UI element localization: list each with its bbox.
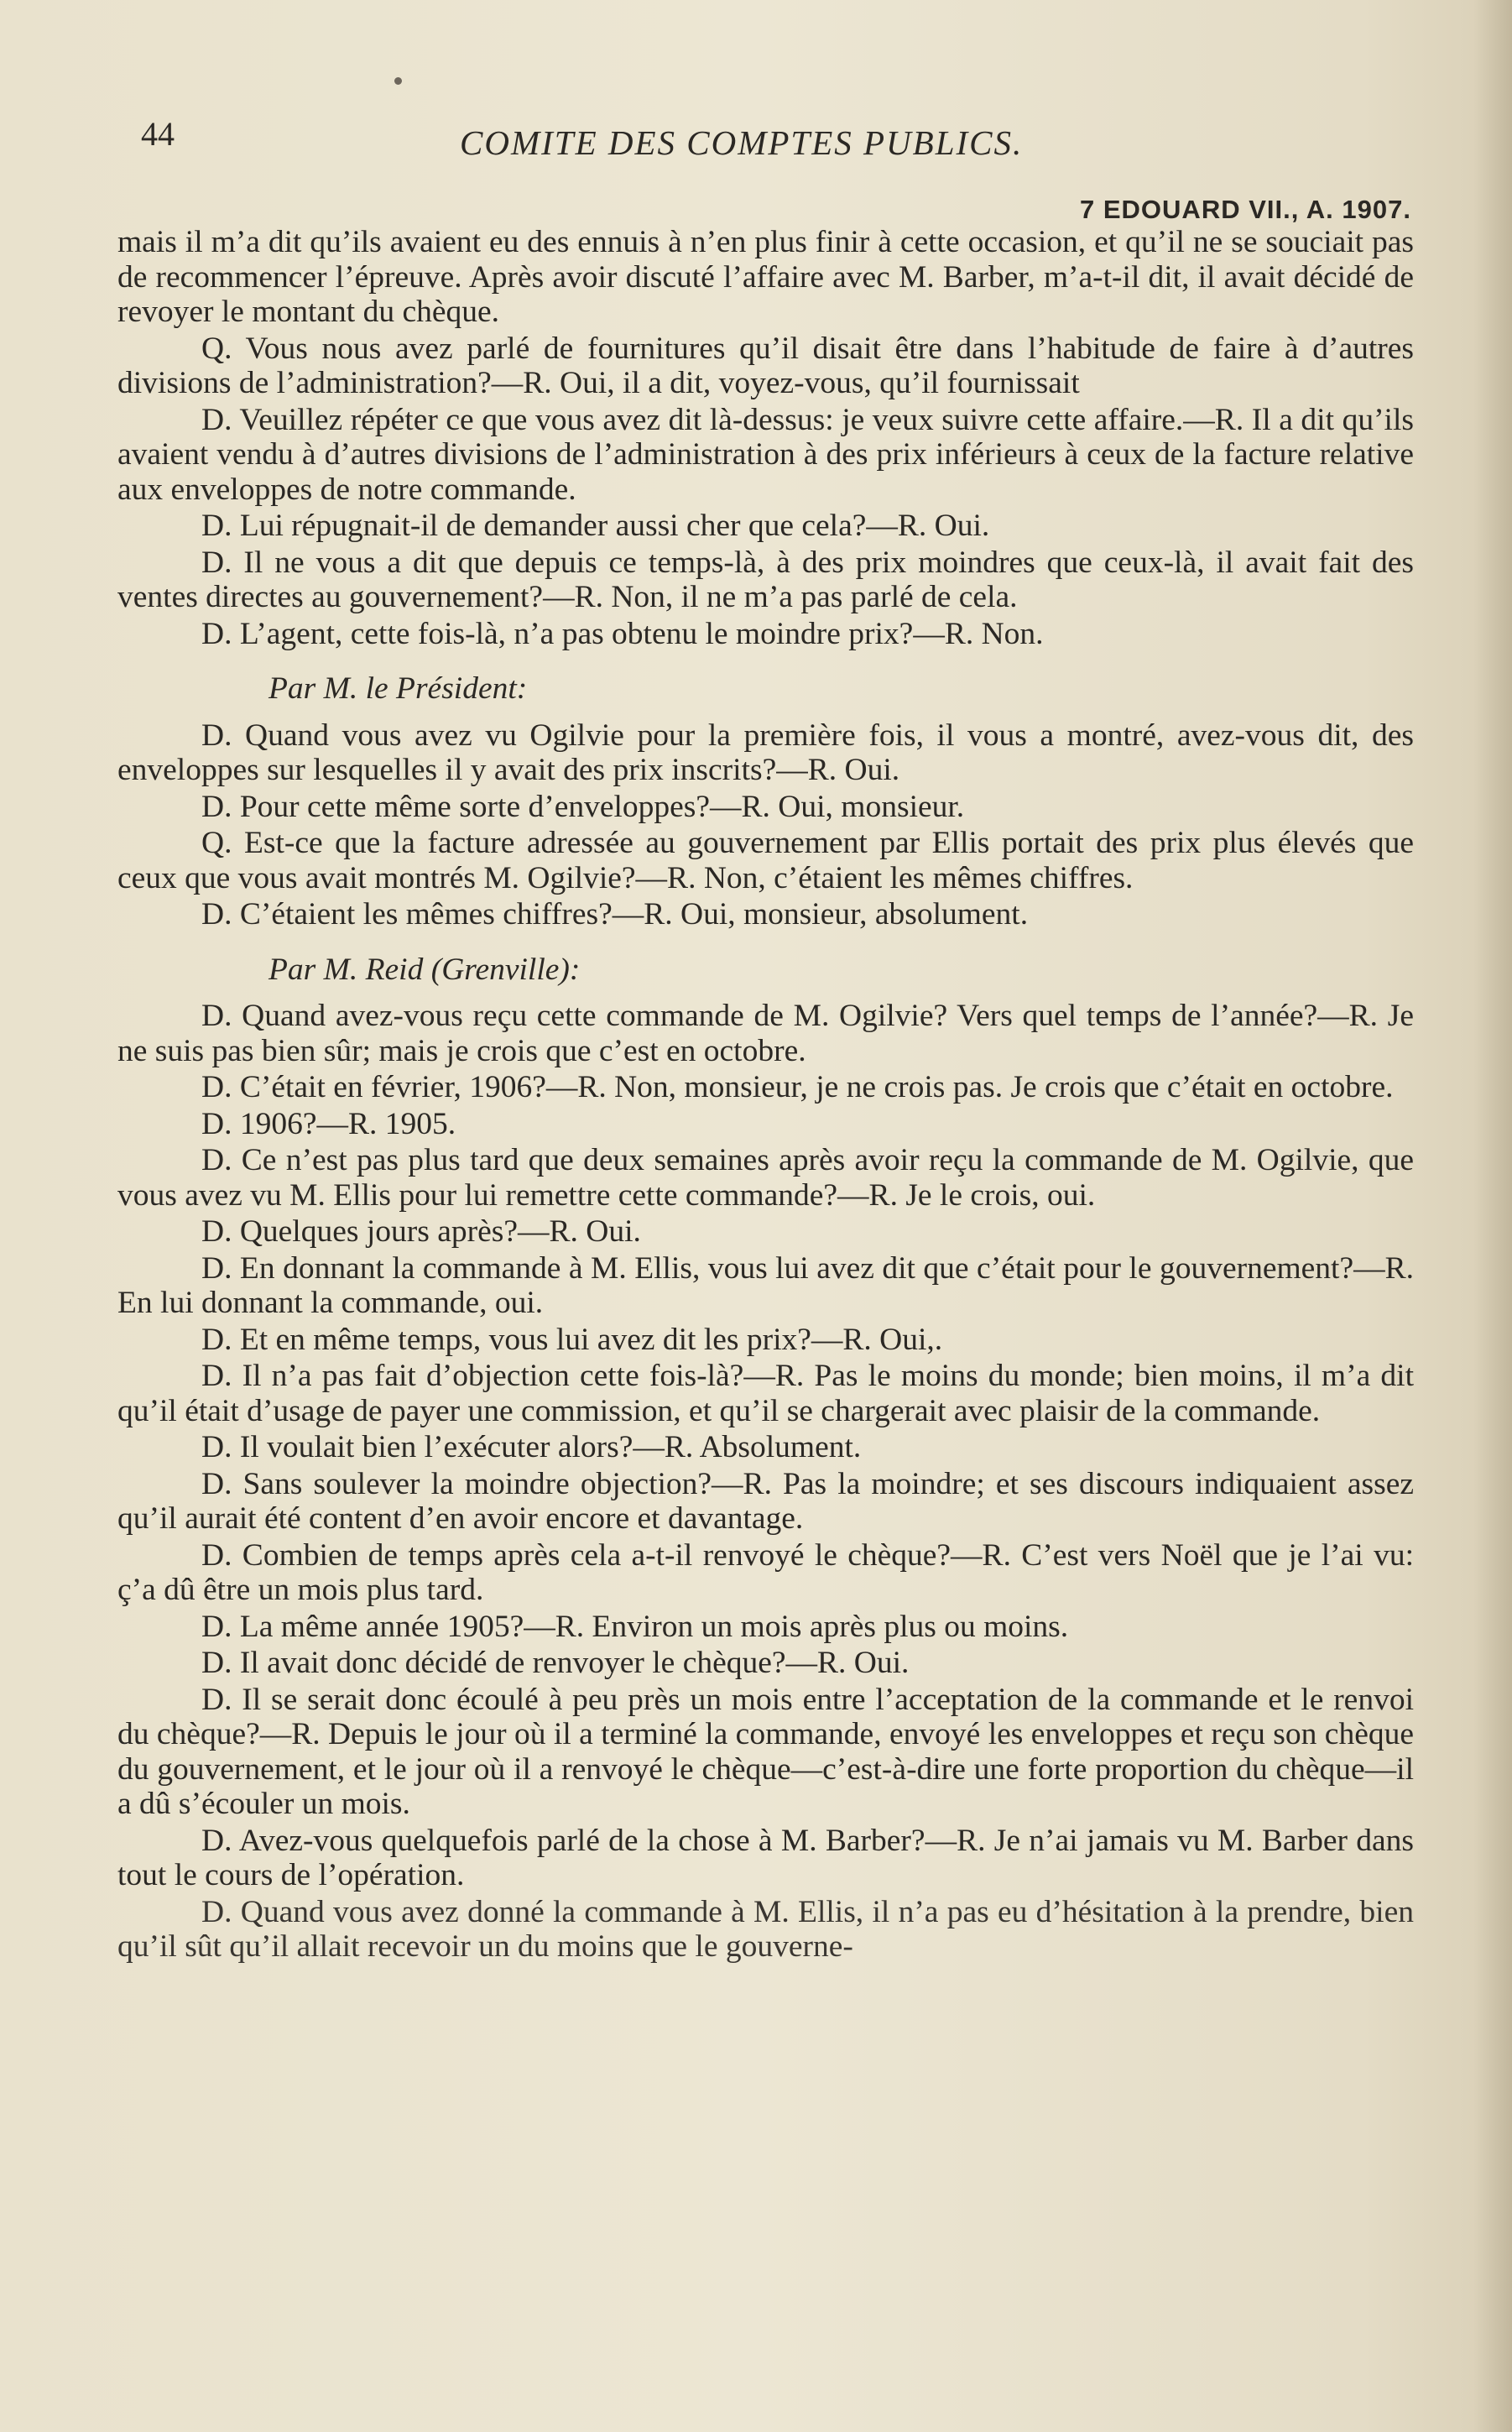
paragraph: D. Quand vous avez donné la commande à M. Ellis, il n’a pas eu d’hésitation à la prendre, bien qu’il sût qu’il allait recevoir un du moins que le gouverne- (117, 1894, 1414, 1964)
speaker-heading: Par M. le Président: (269, 671, 528, 706)
page-edge-shadow (1473, 0, 1512, 2432)
session-label: 7 EDOUARD VII., A. 1907. (1080, 195, 1411, 224)
paragraph: D. Ce n’est pas plus tard que deux semaines après avoir reçu la commande de M. Ogilvie, que vous avez vu M. Ellis pour lui remettre cette commande?—R. Je le crois, oui. (117, 1143, 1414, 1213)
paragraph: D. Et en même temps, vous lui avez dit les prix?—R. Oui,. (201, 1322, 943, 1357)
paragraph: Q. Est-ce que la facture adressée au gouvernement par Ellis portait des prix plus élevés que ceux que vous avait montrés M. Ogilvie?—R. Non, c’étaient les mêmes chiffres. (117, 826, 1414, 895)
paragraph: D. Veuillez répéter ce que vous avez dit là-dessus: je veux suivre cette affaire.—R. Il a dit qu’ils avaient vendu à d’autres divisions de l’administration à des prix inférieurs à ceux de la facture relative aux enveloppes de notre commande. (117, 402, 1414, 507)
paragraph: D. La même année 1905?—R. Environ un mois après plus ou moins. (201, 1609, 1069, 1644)
paragraph: D. L’agent, cette fois-là, n’a pas obtenu le moindre prix?—R. Non. (201, 616, 1044, 651)
paragraph: D. En donnant la commande à M. Ellis, vous lui avez dit que c’était pour le gouvernement?—R. En lui donnant la commande, oui. (117, 1250, 1414, 1320)
paragraph: D. Sans soulever la moindre objection?—R. Pas la moindre; et ses discours indiquaient assez qu’il aurait été content d’en avoir encore et davantage. (117, 1466, 1414, 1536)
running-title: COMITE DES COMPTES PUBLICS. (460, 123, 1024, 162)
page-header (0, 114, 1512, 224)
paragraph: D. 1906?—R. 1905. (201, 1106, 456, 1141)
speaker-heading: Par M. Reid (Grenville): (269, 952, 581, 987)
paragraph: D. Avez-vous quelquefois parlé de la chose à M. Barber?—R. Je n’ai jamais vu M. Barber dans tout le cours de l’opération. (117, 1823, 1414, 1892)
page-number: 44 (141, 115, 175, 153)
paragraph: mais il m’a dit qu’ils avaient eu des ennuis à n’en plus finir à cette occasion, et qu’il ne se souciait pas de recommencer l’épreuve. Après avoir discuté l’affaire avec M. Barber, m’a-t-il dit, il avait décidé de revoyer le montant du chèque. (117, 225, 1414, 329)
paragraph: D. Quand avez-vous reçu cette commande de M. Ogilvie? Vers quel temps de l’année?—R. Je ne suis pas bien sûr; mais je crois que c’est en octobre. (117, 999, 1414, 1068)
print-speck (394, 77, 402, 85)
paragraph: D. Il avait donc décidé de renvoyer le chèque?—R. Oui. (201, 1646, 910, 1680)
paragraph: D. Lui répugnait-il de demander aussi cher que cela?—R. Oui. (201, 509, 990, 543)
paragraph: D. Quand vous avez vu Ogilvie pour la première fois, il vous a montré, avez-vous dit, des enveloppes sur lesquelles il y avait des prix inscrits?—R. Oui. (117, 718, 1414, 787)
paragraph: D. Quelques jours après?—R. Oui. (201, 1214, 641, 1249)
paragraph: D. C’étaient les mêmes chiffres?—R. Oui, monsieur, absolument. (201, 897, 1029, 932)
paragraph: D. Combien de temps après cela a-t-il renvoyé le chèque?—R. C’est vers Noël que je l’ai vu: ç’a dû être un mois plus tard. (117, 1537, 1414, 1607)
paragraph: D. Il se serait donc écoulé à peu près un mois entre l’acceptation de la commande et le renvoi du chèque?—R. Depuis le jour où il a terminé la commande, envoyé les enveloppes et reçu son chèque du gouvernement, et le jour où il a renvoyé le chèque—c’est-à-dire une forte proportion du chèque—il a dû s’écouler un mois. (117, 1682, 1414, 1821)
document-body (117, 225, 1414, 1966)
paragraph: Q. Vous nous avez parlé de fournitures qu’il disait être dans l’habitude de faire à d’autres divisions de l’administration?—R. Oui, il a dit, voyez-vous, qu’il fournissait (117, 331, 1414, 400)
paragraph: D. Il voulait bien l’exécuter alors?—R. Absolument. (201, 1430, 862, 1464)
paragraph: D. Il n’a pas fait d’objection cette fois-là?—R. Pas le moins du monde; bien moins, il m’a dit qu’il était d’usage de payer une commission, et qu’il se chargerait avec plaisir de la commande. (117, 1359, 1414, 1428)
paragraph: D. Pour cette même sorte d’enveloppes?—R. Oui, monsieur. (201, 789, 965, 824)
paragraph: D. C’était en février, 1906?—R. Non, monsieur, je ne crois pas. Je crois que c’était en octobre. (201, 1070, 1394, 1104)
paragraph: D. Il ne vous a dit que depuis ce temps-là, à des prix moindres que ceux-là, il avait fait des ventes directes au gouvernement?—R. Non, il ne m’a pas parlé de cela. (117, 545, 1414, 614)
